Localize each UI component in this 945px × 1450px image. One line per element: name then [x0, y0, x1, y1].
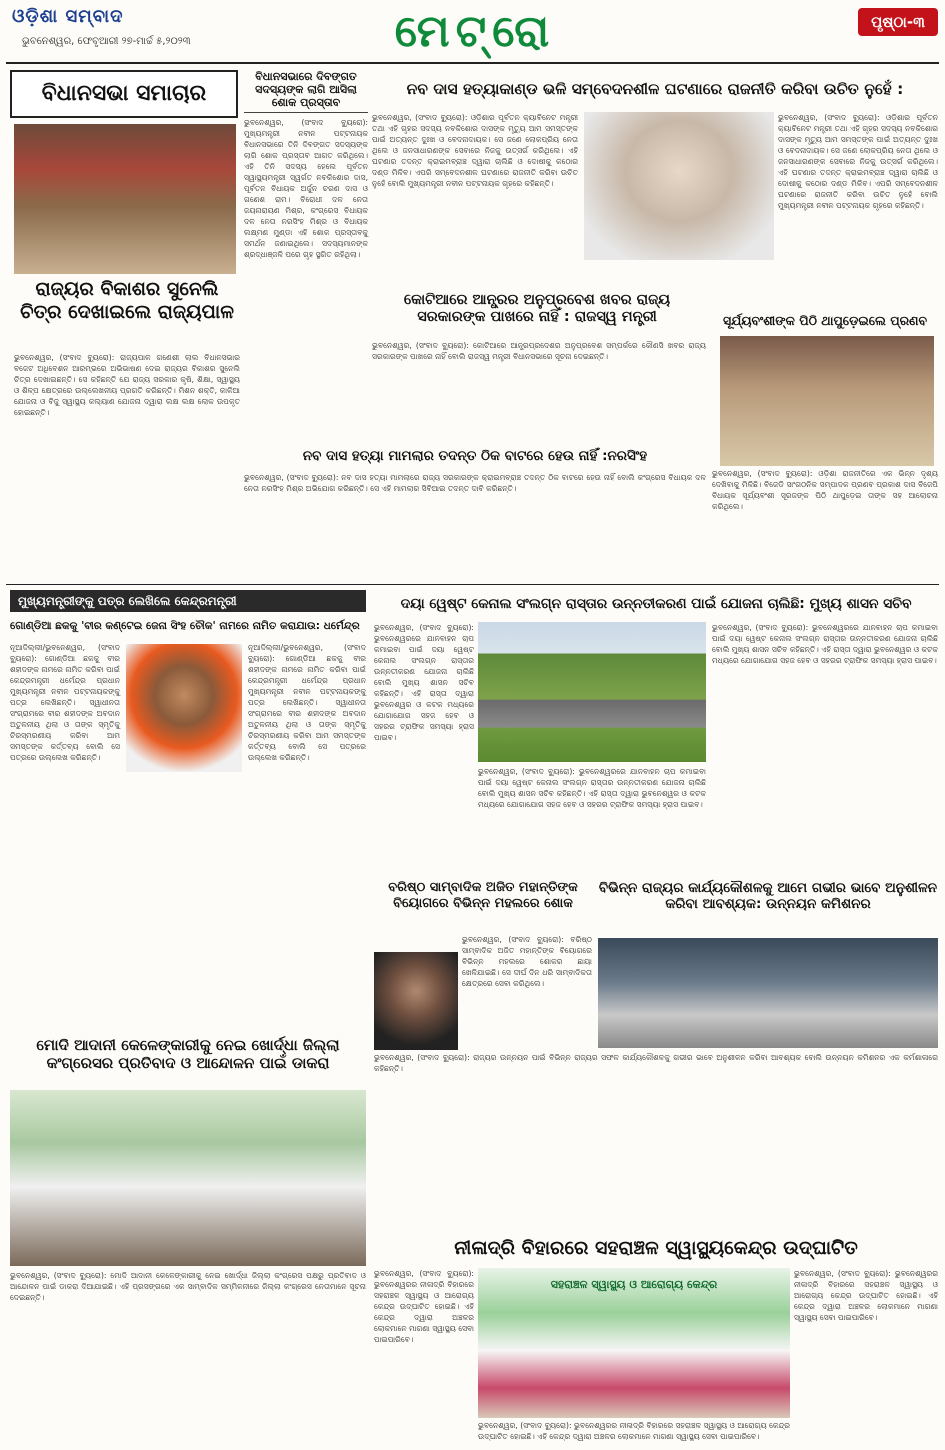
condolence-headline: ବିଧାନସଭାରେ ଦିବଙ୍ଗତ ସଦସ୍ୟଙ୍କ ଲାଗି ଆସିଲା ଶୋକ ପ୍ରସ୍ତାବ	[244, 68, 368, 113]
daya-canal-body-left: ଭୁବନେଶ୍ୱର, (ସଂବାଦ ବ୍ୟୁରୋ): ଭୁବନେଶ୍ୱରରେ ଯାନବାହନ ଚାପ କମାଇବା ପାଇଁ ଦୟା ୱେଷ୍ଟ କେନାଲ ସଂଲଗ୍ନ ରାସ୍ତାର ଉନ୍ନତୀକରଣ ଯୋଜନା ଚାଲିଛି ବୋଲି ମୁଖ୍ୟ ଶାସନ ସଚିବ କହିଛନ୍ତି। ଏହି ରାସ୍ତା ଦ୍ୱାରା ଭୁବନେଶ୍ୱର ଓ କଟକ ମଧ୍ୟରେ ଯୋଗାଯୋଗ ସହଜ ହେବ ଓ ସହରର ଟ୍ରାଫିକ ସମସ୍ୟା ହ୍ରାସ ପାଇବ।	[374, 623, 474, 742]
pranab-story-headline: ସୂର୍ଯ୍ୟବଂଶୀଙ୍କ ପିଠି ଥାପୁଡ଼େଇଲେ ପ୍ରଣବ	[722, 313, 928, 328]
journalist-obit-body: ଭୁବନେଶ୍ୱର, (ସଂବାଦ ବ୍ୟୁରୋ): ବରିଷ୍ଠ ସାମ୍ବାଦିକ ଅଜିତ ମହାନ୍ତିଙ୍କ ବିୟୋଗରେ ବିଭିନ୍ନ ମହଲରେ ଶୋକର ଛାୟା ଖେଳିଯାଇଛି। ସେ ଦୀର୍ଘ ଦିନ ଧରି ସାମ୍ବାଦିକତା କ୍ଷେତ୍ରରେ ସେବା କରିଥିଲେ।	[462, 935, 592, 988]
pranab-story-body: ଭୁବନେଶ୍ୱର, (ସଂବାଦ ବ୍ୟୁରୋ): ଓଡ଼ିଶା ରାଜନୀତିରେ ଏକ ଭିନ୍ନ ଦୃଶ୍ୟ ଦେଖିବାକୁ ମିଳିଛି। ବିଜେଡି ସାଂଗଠନିକ ସମ୍ପାଦକ ପ୍ରଣବ ପ୍ରକାଶ ଦାସ ବିଜେପି ବିଧାୟକ ସୂର୍ଯ୍ୟବଂଶୀ ସୂରଜଙ୍କ ପିଠି ଥାପୁଡ଼େଇ ତାଙ୍କ ସହ ଆଲୋଚନା କରିଥିଲେ।	[712, 469, 938, 511]
section-divider	[6, 584, 939, 585]
journalist-obit-headline: ବରିଷ୍ଠ ସାମ୍ବାଦିକ ଅଜିତ ମହାନ୍ତିଙ୍କ ବିୟୋଗରେ ବିଭିନ୍ନ ମହଲରେ ଶୋକ	[388, 880, 578, 911]
governor-story-headline: ରାଜ୍ୟର ବିକାଶର ସୁନେଲି ଚିତ୍ର ଦେଖାଇଲେ ରାଜ୍ୟପାଳ	[20, 278, 234, 323]
journalist-obit-headline-box	[374, 880, 592, 930]
minister-letter-kicker: ମୁଖ୍ୟମନ୍ତ୍ରୀଙ୍କୁ ପତ୍ର ଲେଖିଲେ କେନ୍ଦ୍ରମନ୍ତ୍ରୀ	[18, 594, 237, 608]
congress-protest-body: ଭୁବନେଶ୍ୱର, (ସଂବାଦ ବ୍ୟୁରୋ): ମୋଦି ଆଦାନୀ କେଳେଙ୍କାରୀକୁ ନେଇ ଖୋର୍ଦ୍ଧା ଜିଲ୍ଲା କଂଗ୍ରେସ ପକ୍ଷରୁ ପ୍ରତିବାଦ ଓ ଆନ୍ଦୋଳନ ପାଇଁ ଡାକରା ଦିଆଯାଇଛି। ଏହି ପ୍ରସଙ୍ଗରେ ଏକ ସାମ୍ବାଦିକ ସମ୍ମିଳନୀରେ ଜିଲ୍ଲା କଂଗ୍ରେସ ନେତାମାନେ ସୂଚନା ଦେଇଛନ୍ତି।	[10, 1271, 366, 1302]
gondia-story-body-left: ନୂଆଦିଲ୍ଲୀ/ଭୁବନେଶ୍ୱର, (ସଂବାଦ ବ୍ୟୁରୋ): ଗୋଣ୍ଡିଆ ଛକକୁ ବୀର ଶହୀଦଙ୍କ ନାମରେ ନାମିତ କରିବା ପାଇଁ କେନ୍ଦ୍ରମନ୍ତ୍ରୀ ଧର୍ମେନ୍ଦ୍ର ପ୍ରଧାନ ମୁଖ୍ୟମନ୍ତ୍ରୀ ନବୀନ ପଟ୍ଟନାୟକଙ୍କୁ ପତ୍ର ଲେଖିଛନ୍ତି। ସ୍ୱାଧୀନତା ସଂଗ୍ରାମରେ ବୀର ଶହୀଦଙ୍କ ଅବଦାନ ଅତୁଳନୀୟ ଥିଲା ଓ ତାଙ୍କ ସ୍ମୃତିକୁ ଚିରସ୍ମରଣୀୟ କରିବା ଆମ ସମସ୍ତଙ୍କ କର୍ତ୍ତବ୍ୟ ବୋଲି ସେ ପତ୍ରରେ ଉଲ୍ଲେଖ କରିଛନ୍ତି।	[10, 643, 120, 762]
health-centre-banner-text: ସହରାଞ୍ଚଳ ସ୍ୱାସ୍ଥ୍ୟ ଓ ଆରୋଗ୍ୟ କେନ୍ଦ୍ର	[550, 1278, 718, 1291]
dev-commissioner-headline: ବିଭିନ୍ନ ରାଜ୍ୟର କାର୍ଯ୍ୟକୌଶଳକୁ ଆମେ ଗଭୀର ଭାବେ ଅନୁଶୀଳନ କରିବା ଆବଶ୍ୟକ: ଉନ୍ନୟନ କମିଶନର	[598, 880, 938, 913]
governor-story-headline-box	[14, 278, 240, 350]
press-conference-photo	[10, 1090, 366, 1266]
cm-story-body-left: ଭୁବନେଶ୍ୱର, (ସଂବାଦ ବ୍ୟୁରୋ): ଓଡ଼ିଶାର ପୂର୍ବତନ କ୍ୟାବିନେଟ ମନ୍ତ୍ରୀ ତଥା ଏହି ଗୃହର ସଦସ୍ୟ ନବକିଶୋର ଦାସଙ୍କ ମୃତ୍ୟୁ ଆମ ସମସ୍ତଙ୍କ ପାଇଁ ଅତ୍ୟନ୍ତ ଦୁଃଖ ଓ ବେଦନାଦାୟକ। ସେ ଜଣେ ଲୋକପ୍ରିୟ ନେତା ଥିଲେ ଓ ଜନସାଧାରଣଙ୍କ ସେବାରେ ନିଜକୁ ଉତ୍ସର୍ଗ କରିଥିଲେ। ଏହି ଘଟଣାର ତଦନ୍ତ କ୍ରାଇମବ୍ରାଞ୍ଚ ଦ୍ୱାରା ଚାଲିଛି ଓ ଦୋଷୀକୁ କଠୋର ଦଣ୍ଡ ମିଳିବ। ଏପରି ସମ୍ବେଦନଶୀଳ ଘଟଣାରେ ରାଜନୀତି କରିବା ଉଚିତ ନୁହେଁ ବୋଲି ମୁଖ୍ୟମନ୍ତ୍ରୀ ନବୀନ ପଟ୍ଟନାୟକ ଗୃହରେ କହିଛନ୍ତି।	[372, 113, 578, 188]
kotia-story-headline: କୋଟିଆରେ ଆନ୍ଧ୍ରର ଅନୁପ୍ରବେଶ ଖବର ରାଜ୍ୟ ସରକାରଙ୍କ ପାଖରେ ନାହିଁ : ରାଜସ୍ୱ ମନ୍ତ୍ରୀ	[403, 292, 671, 326]
minister-letter-bar	[10, 590, 366, 612]
section-title: ମେଟ୍ରୋ	[394, 6, 556, 57]
dev-commissioner-headline-box	[598, 880, 938, 930]
daya-canal-body-mid: ଭୁବନେଶ୍ୱର, (ସଂବାଦ ବ୍ୟୁରୋ): ଭୁବନେଶ୍ୱରରେ ଯାନବାହନ ଚାପ କମାଇବା ପାଇଁ ଦୟା ୱେଷ୍ଟ କେନାଲ ସଂଲଗ୍ନ ରାସ୍ତାର ଉନ୍ନତୀକରଣ ଯୋଜନା ଚାଲିଛି ବୋଲି ମୁଖ୍ୟ ଶାସନ ସଚିବ କହିଛନ୍ତି। ଏହି ରାସ୍ତା ଦ୍ୱାରା ଭୁବନେଶ୍ୱର ଓ କଟକ ମଧ୍ୟରେ ଯୋଗାଯୋଗ ସହଜ ହେବ ଓ ସହରର ଟ୍ରାଫିକ ସମସ୍ୟା ହ୍ରାସ ପାଇବ।	[478, 767, 706, 809]
daya-canal-headline-box	[374, 592, 938, 618]
assembly-members-photo	[720, 336, 934, 466]
kotia-story-body: ଭୁବନେଶ୍ୱର, (ସଂବାଦ ବ୍ୟୁରୋ): କୋଟିଆରେ ଆନ୍ଧ୍ରପ୍ରଦେଶର ଅନୁପ୍ରବେଶ ସମ୍ପର୍କରେ କୌଣସି ଖବର ରାଜ୍ୟ ସରକାରଙ୍କ ପାଖରେ ନାହିଁ ବୋଲି ରାଜସ୍ୱ ମନ୍ତ୍ରୀ ବିଧାନସଭାରେ ସୂଚନା ଦେଇଛନ୍ତି।	[372, 341, 706, 361]
kotia-story-headline-box	[372, 292, 702, 336]
masthead-rule	[6, 62, 939, 64]
condolence-story	[244, 68, 368, 448]
health-centre-body-left: ଭୁବନେଶ୍ୱର, (ସଂବାଦ ବ୍ୟୁରୋ): ଭୁବନେଶ୍ୱରର ନୀଳାଦ୍ରି ବିହାରରେ ସହରାଞ୍ଚଳ ସ୍ୱାସ୍ଥ୍ୟ ଓ ଆରୋଗ୍ୟ କେନ୍ଦ୍ର ଉଦ୍‌ଘାଟିତ ହୋଇଛି। ଏହି କେନ୍ଦ୍ର ଦ୍ୱାରା ଅଞ୍ଚଳର ଲୋକମାନେ ମାଗଣା ସ୍ୱାସ୍ଥ୍ୟ ସେବା ପାଇପାରିବେ।	[374, 1269, 474, 1344]
health-centre-photo	[478, 1268, 790, 1418]
daya-canal-body-right: ଭୁବନେଶ୍ୱର, (ସଂବାଦ ବ୍ୟୁରୋ): ଭୁବନେଶ୍ୱରରେ ଯାନବାହନ ଚାପ କମାଇବା ପାଇଁ ଦୟା ୱେଷ୍ଟ କେନାଲ ସଂଲଗ୍ନ ରାସ୍ତାର ଉନ୍ନତୀକରଣ ଯୋଜନା ଚାଲିଛି ବୋଲି ମୁଖ୍ୟ ଶାସନ ସଚିବ କହିଛନ୍ତି। ଏହି ରାସ୍ତା ଦ୍ୱାରା ଭୁବନେଶ୍ୱର ଓ କଟକ ମଧ୍ୟରେ ଯୋଗାଯୋଗ ସହଜ ହେବ ଓ ସହରର ଟ୍ରାଫିକ ସମସ୍ୟା ହ୍ରାସ ପାଇବ।	[712, 623, 938, 665]
condolence-body: ଭୁବନେଶ୍ୱର, (ସଂବାଦ ବ୍ୟୁରୋ): ମୁଖ୍ୟମନ୍ତ୍ରୀ ନବୀନ ପଟ୍ଟନାୟକ ବିଧାନସଭାରେ ତିନି ଦିବଙ୍ଗତ ସଦସ୍ୟଙ୍କ ଲାଗି ଶୋକ ପ୍ରସ୍ତାବ ଆଗତ କରିଥିଲେ। ଏହି ତିନି ସଦସ୍ୟ ହେଲେ ପୂର୍ବତନ ସ୍ୱାସ୍ଥ୍ୟମନ୍ତ୍ରୀ ସ୍ୱର୍ଗତ ନବକିଶୋର ଦାସ, ପୂର୍ବତନ ବିଧାୟକ ଅର୍ଜୁନ ଚରଣ ଦାସ ଓ ଗଣେଶ ରାମ। ବିରୋଧୀ ଦଳ ନେତା ଜୟନାରାୟଣ ମିଶ୍ର, କଂଗ୍ରେସ ବିଧାୟକ ଦଳ ନେତା ନରସିଂହ ମିଶ୍ର ଓ ବିଧାୟକ ଲକ୍ଷ୍ମଣ ମୁଣ୍ଡା ଏହି ଶୋକ ପ୍ରସ୍ତାବକୁ ସମର୍ଥନ ଜଣାଇଥିଲେ। ସଦସ୍ୟମାନଙ୍କ ଶ୍ରଦ୍ଧାଞ୍ଜଳି ପରେ ଗୃହ ସ୍ଥଗିତ ରହିଥିଲା।	[244, 117, 368, 259]
narasingha-story-body: ଭୁବନେଶ୍ୱର, (ସଂବାଦ ବ୍ୟୁରୋ): ନବ ଦାସ ହତ୍ୟା ମାମଲାରେ ରାଜ୍ୟ ସରକାରଙ୍କ କ୍ରାଇମବ୍ରାଞ୍ଚ ତଦନ୍ତ ଠିକ ବାଟରେ ହେଉ ନାହିଁ ବୋଲି କଂଗ୍ରେସ ବିଧାୟକ ଦଳ ନେତା ନରସିଂହ ମିଶ୍ର ଅଭିଯୋଗ କରିଛନ୍ତି। ସେ ଏହି ମାମଲାର ସିବିଆଇ ତଦନ୍ତ ଦାବି କରିଛନ୍ତି।	[244, 473, 706, 493]
dev-commissioner-body: ଭୁବନେଶ୍ୱର, (ସଂବାଦ ବ୍ୟୁରୋ): ରାଜ୍ୟର ଉନ୍ନୟନ ପାଇଁ ବିଭିନ୍ନ ରାଜ୍ୟର ସଫଳ କାର୍ଯ୍ୟକୌଶଳକୁ ଗଭୀର ଭାବେ ଅନୁଶୀଳନ କରିବା ଆବଶ୍ୟକ ବୋଲି ଉନ୍ନୟନ କମିଶନର ଏକ କର୍ମଶାଳାରେ କହିଛନ୍ତି।	[374, 1053, 938, 1073]
cm-story-body-right: ଭୁବନେଶ୍ୱର, (ସଂବାଦ ବ୍ୟୁରୋ): ଓଡ଼ିଶାର ପୂର୍ବତନ କ୍ୟାବିନେଟ ମନ୍ତ୍ରୀ ତଥା ଏହି ଗୃହର ସଦସ୍ୟ ନବକିଶୋର ଦାସଙ୍କ ମୃତ୍ୟୁ ଆମ ସମସ୍ତଙ୍କ ପାଇଁ ଅତ୍ୟନ୍ତ ଦୁଃଖ ଓ ବେଦନାଦାୟକ। ସେ ଜଣେ ଲୋକପ୍ରିୟ ନେତା ଥିଲେ ଓ ଜନସାଧାରଣଙ୍କ ସେବାରେ ନିଜକୁ ଉତ୍ସର୍ଗ କରିଥିଲେ। ଏହି ଘଟଣାର ତଦନ୍ତ କ୍ରାଇମବ୍ରାଞ୍ଚ ଦ୍ୱାରା ଚାଲିଛି ଓ ଦୋଷୀକୁ କଠୋର ଦଣ୍ଡ ମିଳିବ। ଏପରି ସମ୍ବେଦନଶୀଳ ଘଟଣାରେ ରାଜନୀତି କରିବା ଉଚିତ ନୁହେଁ ବୋଲି ମୁଖ୍ୟମନ୍ତ୍ରୀ ନବୀନ ପଟ୍ଟନାୟକ ଗୃହରେ କହିଛନ୍ତି।	[778, 113, 938, 210]
gondia-headline: ଗୋଣ୍ଡିଆ ଛକକୁ 'ବୀର କଣ୍ଟେଇ ଜେନା ସିଂହ ଚୌକ' ନାମରେ ନାମିତ କରାଯାଉ: ଧର୍ମେନ୍ଦ୍ର	[10, 620, 360, 632]
narasingha-story-headline: ନବ ଦାସ ହତ୍ୟା ମାମଲାର ତଦନ୍ତ ଠିକ ବାଟରେ ହେଉ ନାହିଁ :ନରସିଂହ	[302, 448, 648, 464]
narasingha-story-headline-box	[244, 448, 706, 470]
canal-road-photo	[478, 622, 706, 762]
daya-canal-headline: ଦୟା ୱେଷ୍ଟ କେନାଲ ସଂଲଗ୍ନ ରାସ୍ତାର ଉନ୍ନତୀକରଣ ପାଇଁ ଯୋଜନା ଚାଲିଛି: ମୁଖ୍ୟ ଶାସନ ସଚିବ	[400, 596, 912, 612]
assembly-hall-photo	[14, 124, 236, 274]
governor-story-body: ଭୁବନେଶ୍ୱର, (ସଂବାଦ ବ୍ୟୁରୋ): ରାଜ୍ୟପାଳ ଗଣେଶୀ ଲାଲ ବିଧାନସଭାର ବଜେଟ ଅଧିବେଶନ ଆରମ୍ଭରେ ଅଭିଭାଷଣ ଦେଇ ରାଜ୍ୟର ବିକାଶର ସୁନେଲି ଚିତ୍ର ଦେଖାଇଛନ୍ତି। ସେ କହିଛନ୍ତି ଯେ ରାଜ୍ୟ ସରକାର କୃଷି, ଶିକ୍ଷା, ସ୍ୱାସ୍ଥ୍ୟ ଓ ଶିଳ୍ପ କ୍ଷେତ୍ରରେ ଉଲ୍ଲେଖନୀୟ ପ୍ରଗତି କରିଛନ୍ତି। ମିଶନ ଶକ୍ତି, କାଳିଆ ଯୋଜନା ଓ ବିଜୁ ସ୍ୱାସ୍ଥ୍ୟ କଲ୍ୟାଣ ଯୋଜନା ଦ୍ୱାରା ଲକ୍ଷ ଲକ୍ଷ ଲୋକ ଉପକୃତ ହୋଇଛନ୍ତି।	[14, 353, 240, 417]
pranab-story-headline-box	[712, 310, 938, 334]
health-centre-headline: ନୀଳାଦ୍ରି ବିହାରରେ ସହରାଞ୍ଚଳ ସ୍ୱାସ୍ଥ୍ୟକେନ୍ଦ୍ର ଉଦ୍‌ଘାଟିତ	[454, 1237, 858, 1259]
health-centre-body-right: ଭୁବନେଶ୍ୱର, (ସଂବାଦ ବ୍ୟୁରୋ): ଭୁବନେଶ୍ୱରର ନୀଳାଦ୍ରି ବିହାରରେ ସହରାଞ୍ଚଳ ସ୍ୱାସ୍ଥ୍ୟ ଓ ଆରୋଗ୍ୟ କେନ୍ଦ୍ର ଉଦ୍‌ଘାଟିତ ହୋଇଛି। ଏହି କେନ୍ଦ୍ର ଦ୍ୱାରା ଅଞ୍ଚଳର ଲୋକମାନେ ମାଗଣା ସ୍ୱାସ୍ଥ୍ୟ ସେବା ପାଇପାରିବେ।	[794, 1269, 938, 1322]
gondia-story-body-right: ନୂଆଦିଲ୍ଲୀ/ଭୁବନେଶ୍ୱର, (ସଂବାଦ ବ୍ୟୁରୋ): ଗୋଣ୍ଡିଆ ଛକକୁ ବୀର ଶହୀଦଙ୍କ ନାମରେ ନାମିତ କରିବା ପାଇଁ କେନ୍ଦ୍ରମନ୍ତ୍ରୀ ଧର୍ମେନ୍ଦ୍ର ପ୍ରଧାନ ମୁଖ୍ୟମନ୍ତ୍ରୀ ନବୀନ ପଟ୍ଟନାୟକଙ୍କୁ ପତ୍ର ଲେଖିଛନ୍ତି। ସ୍ୱାଧୀନତା ସଂଗ୍ରାମରେ ବୀର ଶହୀଦଙ୍କ ଅବଦାନ ଅତୁଳନୀୟ ଥିଲା ଓ ତାଙ୍କ ସ୍ମୃତିକୁ ଚିରସ୍ମରଣୀୟ କରିବା ଆମ ସମସ୍ତଙ୍କ କର୍ତ୍ତବ୍ୟ ବୋଲି ସେ ପତ୍ରରେ ଉଲ୍ଲେଖ କରିଛନ୍ତି।	[248, 643, 366, 762]
chief-minister-photo	[584, 112, 774, 260]
newspaper-logo: ଓଡ଼ିଶା ସମ୍ବାଦ	[12, 6, 124, 27]
union-minister-photo	[126, 644, 242, 772]
congress-protest-headline: ମୋଦି ଆଦାନୀ କେଳେଙ୍କାରୀକୁ ନେଇ ଖୋର୍ଦ୍ଧା ଜିଲ୍ଲା କଂଗ୍ରେସର ପ୍ରତିବାଦ ଓ ଆନ୍ଦୋଳନ ପାଇଁ ଡାକରା	[36, 1036, 340, 1072]
gondia-headline-box	[10, 616, 366, 638]
cm-story-headline: ନବ ଦାସ ହତ୍ୟାକାଣ୍ଡ ଭଳି ସମ୍ବେଦନଶୀଳ ଘଟଣାରେ ରାଜନୀତି କରିବା ଉଚିତ ନୁହେଁ :	[406, 80, 904, 98]
assembly-news-title: ବିଧାନସଭା ସମାଚାର	[41, 81, 207, 106]
health-centre-headline-box	[374, 1234, 938, 1264]
edition-date: ଭୁବନେଶ୍ୱର, ଫେବୃଆରୀ ୨୭-ମାର୍ଚ୍ଚ ୫,୨୦୨୩	[22, 36, 191, 47]
cm-story-headline-box	[372, 70, 938, 110]
congress-protest-headline-box	[10, 1036, 366, 1086]
assembly-news-banner	[10, 70, 238, 118]
workshop-photo	[598, 938, 938, 1048]
page-number-badge: ପୃଷ୍ଠା-୩	[858, 8, 938, 36]
journalist-portrait	[374, 952, 458, 1050]
health-centre-caption: ଭୁବନେଶ୍ୱର, (ସଂବାଦ ବ୍ୟୁରୋ): ଭୁବନେଶ୍ୱରର ନୀଳାଦ୍ରି ବିହାରରେ ସହରାଞ୍ଚଳ ସ୍ୱାସ୍ଥ୍ୟ ଓ ଆରୋଗ୍ୟ କେନ୍ଦ୍ର ଉଦ୍‌ଘାଟିତ ହୋଇଛି। ଏହି କେନ୍ଦ୍ର ଦ୍ୱାରା ଅଞ୍ଚଳର ଲୋକମାନେ ମାଗଣା ସ୍ୱାସ୍ଥ୍ୟ ସେବା ପାଇପାରିବେ।	[478, 1421, 790, 1441]
